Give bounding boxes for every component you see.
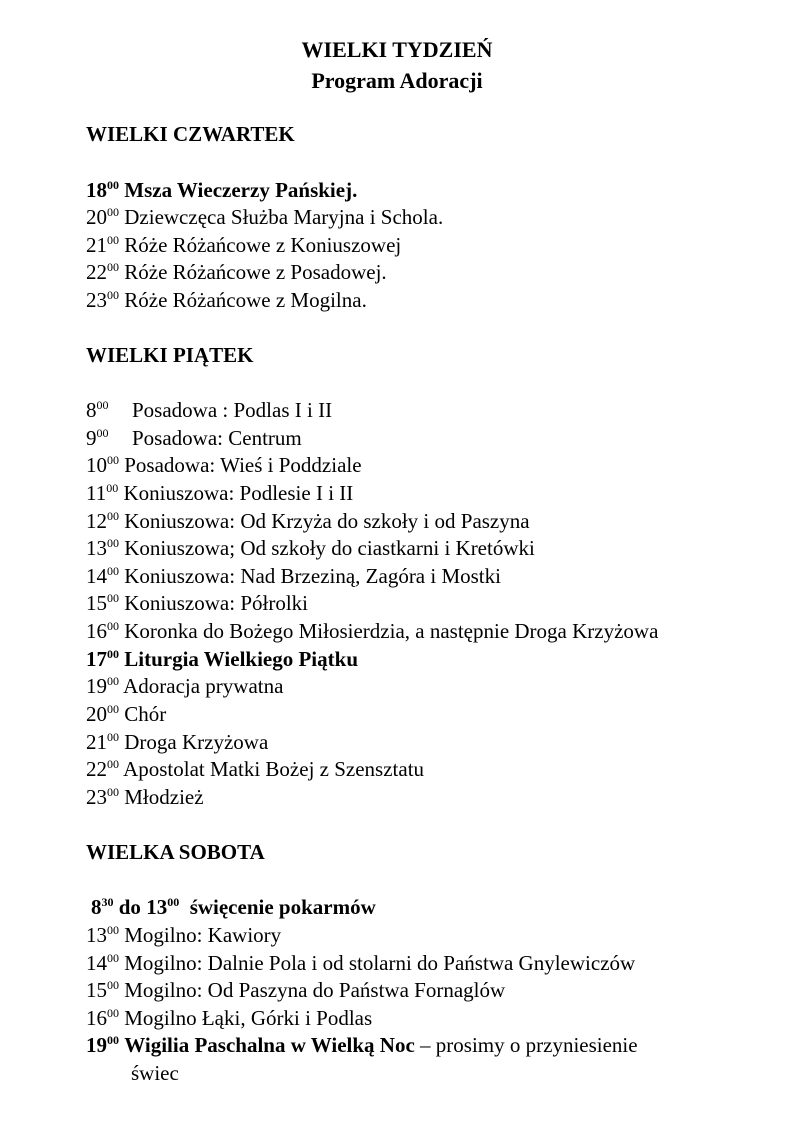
schedule-item [86, 784, 204, 811]
time: $13^{00}$ [86, 923, 119, 947]
time: $15^{00}$ [86, 591, 119, 615]
item-text: Apostolat Matki Bożej z Szensztatu [123, 757, 425, 781]
time: $16^{00}$ [86, 619, 119, 643]
time: $23^{00}$ [86, 785, 119, 809]
schedule-item [86, 480, 353, 507]
time: $23^{00}$ [86, 288, 119, 312]
vigil-title: Wigilia Paschalna w Wielką Noc [124, 1033, 415, 1057]
time-to: $13^{00}$ [146, 895, 180, 919]
document-title: WIELKI TYDZIEŃ [301, 37, 493, 62]
time: $20^{00}$ [86, 205, 119, 229]
heading-thursday: WIELKI CZWARTEK [86, 122, 295, 146]
time: $17^{00}$ [86, 647, 119, 671]
heading-friday: WIELKI PIĄTEK [86, 343, 254, 367]
schedule-item [86, 590, 308, 617]
time: $14^{00}$ [86, 564, 119, 588]
item-text: Koronka do Bożego Miłosierdzia, a następnie Droga Krzyżowa [124, 619, 659, 643]
time-from: $8^{30}$ [91, 895, 114, 919]
vigil-note-continuation: świec [131, 1061, 179, 1085]
time: $11^{00}$ [86, 481, 119, 505]
item-text: Droga Krzyżowa [124, 730, 269, 754]
item-text: Posadowa: Wieś i Poddziale [124, 453, 362, 477]
item-text: Koniuszowa: Półrolki [124, 591, 308, 615]
time: $18^{00}$ [86, 178, 119, 202]
time: $22^{00}$ [86, 757, 119, 781]
item-text: Posadowa: Centrum [132, 426, 302, 450]
item-text: Msza Wieczerzy Pańskiej. [124, 178, 358, 202]
schedule-item [86, 287, 367, 314]
item-text: Mogilno: Od Paszyna do Państwa Fornaglów [124, 978, 506, 1002]
item-text: święcenie pokarmów [189, 895, 376, 919]
blessing-item [91, 894, 376, 921]
schedule-item [86, 618, 658, 645]
item-text: Róże Różańcowe z Mogilna. [124, 288, 367, 312]
item-text: Dziewczęca Służba Maryjna i Schola. [124, 205, 444, 229]
time: $22^{00}$ [86, 260, 119, 284]
schedule-item [86, 425, 302, 452]
time: $21^{00}$ [86, 233, 119, 257]
schedule-item [86, 673, 283, 700]
schedule-item [86, 950, 635, 977]
item-text: Koniuszowa: Podlesie I i II [123, 481, 354, 505]
schedule-item [86, 729, 268, 756]
time-separator: do [118, 895, 141, 919]
schedule-item [86, 177, 357, 204]
schedule-item [86, 535, 535, 562]
item-text: Mogilno Łąki, Górki i Podlas [124, 1006, 373, 1030]
vigil-item [86, 1032, 638, 1059]
schedule-item [86, 232, 401, 259]
item-text: Młodzież [124, 785, 204, 809]
item-text: Koniuszowa: Od Krzyża do szkoły i od Paszyna [124, 509, 530, 533]
item-text: Posadowa : Podlas I i II [132, 398, 333, 422]
schedule-item [86, 701, 166, 728]
item-text: Koniuszowa; Od szkoły do ciastkarni i Kretówki [124, 536, 535, 560]
schedule-item [86, 452, 362, 479]
item-text: Koniuszowa: Nad Brzeziną, Zagóra i Mostki [124, 564, 501, 588]
item-text: Liturgia Wielkiego Piątku [124, 647, 358, 671]
time: $19^{00}$ [86, 674, 119, 698]
time: $13^{00}$ [86, 536, 119, 560]
schedule-item [86, 977, 505, 1004]
schedule-item [86, 756, 424, 783]
schedule-item [86, 508, 530, 535]
time: $9^{00}$ [86, 426, 109, 450]
time: $10^{00}$ [86, 453, 119, 477]
document-subtitle: Program Adoracji [311, 68, 483, 93]
time: $15^{00}$ [86, 978, 119, 1002]
vigil-note: – prosimy o przyniesienie [420, 1033, 638, 1057]
schedule-item [86, 646, 358, 673]
schedule-item [86, 563, 501, 590]
time: $20^{00}$ [86, 702, 119, 726]
time: $21^{00}$ [86, 730, 119, 754]
item-text: Róże Różańcowe z Posadowej. [124, 260, 387, 284]
time: $8^{00}$ [86, 398, 109, 422]
schedule-item [86, 204, 443, 231]
item-text: Adoracja prywatna [123, 674, 284, 698]
time: $19^{00}$ [86, 1033, 119, 1057]
item-text: Mogilno: Dalnie Pola i od stolarni do Państwa Gnylewiczów [124, 951, 636, 975]
heading-saturday: WIELKA SOBOTA [86, 840, 265, 864]
schedule-item [86, 922, 281, 949]
item-text: Róże Różańcowe z Koniuszowej [124, 233, 402, 257]
schedule-item [86, 259, 387, 286]
time: $14^{00}$ [86, 951, 119, 975]
item-text: Chór [124, 702, 167, 726]
schedule-item [86, 1005, 372, 1032]
item-text: Mogilno: Kawiory [124, 923, 282, 947]
time: $12^{00}$ [86, 509, 119, 533]
schedule-item [86, 397, 332, 424]
time: $16^{00}$ [86, 1006, 119, 1030]
